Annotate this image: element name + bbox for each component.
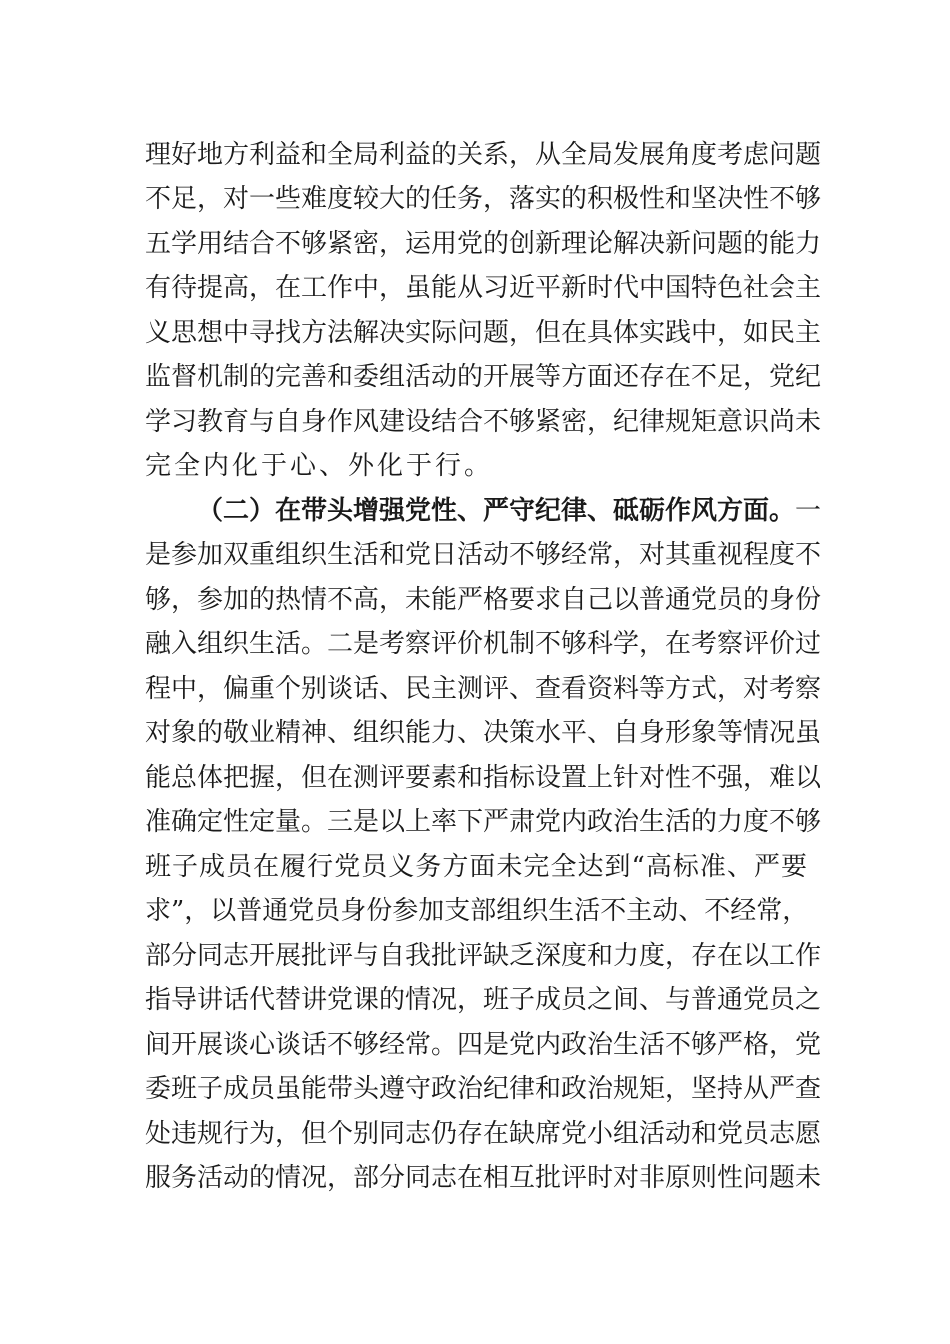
paragraph-1-line-4: 有待提高，在工作中，虽能从习近平新时代中国特色社会主 (145, 273, 822, 303)
paragraph-1-line-8: 完全内化于心、外化于行。 (145, 451, 494, 481)
section-heading-continuation: 一 (795, 496, 822, 526)
paragraph-2-line-4: 程中，偏重个别谈话、民主测评、查看资料等方式，对考察 (145, 674, 822, 704)
paragraph-2-line-2: 够，参加的热情不高，未能严格要求自己以普通党员的身份 (145, 585, 822, 615)
paragraph-2-line-8: 班子成员在履行党员义务方面未完全达到“高标准、严要 (145, 852, 807, 882)
paragraph-1-line-3: 五学用结合不够紧密，运用党的创新理论解决新问题的能力 (145, 229, 822, 259)
paragraph-2-line-13: 委班子成员虽能带头遵守政治纪律和政治规矩，坚持从严查 (145, 1074, 822, 1104)
paragraph-2-line-14: 处违规行为，但个别同志仍存在缺席党小组活动和党员志愿 (145, 1119, 822, 1149)
paragraph-1-line-1: 理好地方利益和全局利益的关系，从全局发展角度考虑问题 (145, 140, 822, 170)
paragraph-2-line-12: 间开展谈心谈话不够经常。四是党内政治生活不够严格，党 (145, 1030, 822, 1060)
paragraph-2-line-9: 求”，以普通党员身份参加支部组织生活不主动、不经常， (145, 896, 809, 926)
paragraph-2-line-5: 对象的敬业精神、组织能力、决策水平、自身形象等情况虽 (145, 718, 822, 748)
paragraph-2-line-3: 融入组织生活。二是考察评价机制不够科学，在考察评价过 (145, 629, 822, 659)
paragraph-2-line-15: 服务活动的情况，部分同志在相互批评时对非原则性问题未 (145, 1163, 822, 1193)
paragraph-2-line-6: 能总体把握，但在测评要素和指标设置上针对性不强，难以 (145, 763, 822, 793)
section-heading: （二）在带头增强党性、严守纪律、砥砺作风方面。 (197, 496, 796, 526)
paragraph-1-line-6: 监督机制的完善和委组活动的开展等方面还存在不足，党纪 (145, 362, 822, 392)
section-heading-line (197, 489, 822, 533)
paragraph-2-line-1: 是参加双重组织生活和党日活动不够经常，对其重视程度不 (145, 540, 822, 570)
paragraph-2-line-11: 指导讲话代替讲党课的情况，班子成员之间、与普通党员之 (145, 985, 822, 1015)
paragraph-2-line-7: 准确定性定量。三是以上率下严肃党内政治生活的力度不够 (145, 807, 822, 837)
paragraph-1-line-7: 学习教育与自身作风建设结合不够紧密，纪律规矩意识尚未 (145, 407, 822, 437)
paragraph-1-line-2: 不足，对一些难度较大的任务，落实的积极性和坚决性不够 (145, 184, 822, 214)
paragraph-1-line-5: 义思想中寻找方法解决实际问题，但在具体实践中，如民主 (145, 318, 822, 348)
paragraph-2-line-10: 部分同志开展批评与自我批评缺乏深度和力度，存在以工作 (145, 941, 822, 971)
